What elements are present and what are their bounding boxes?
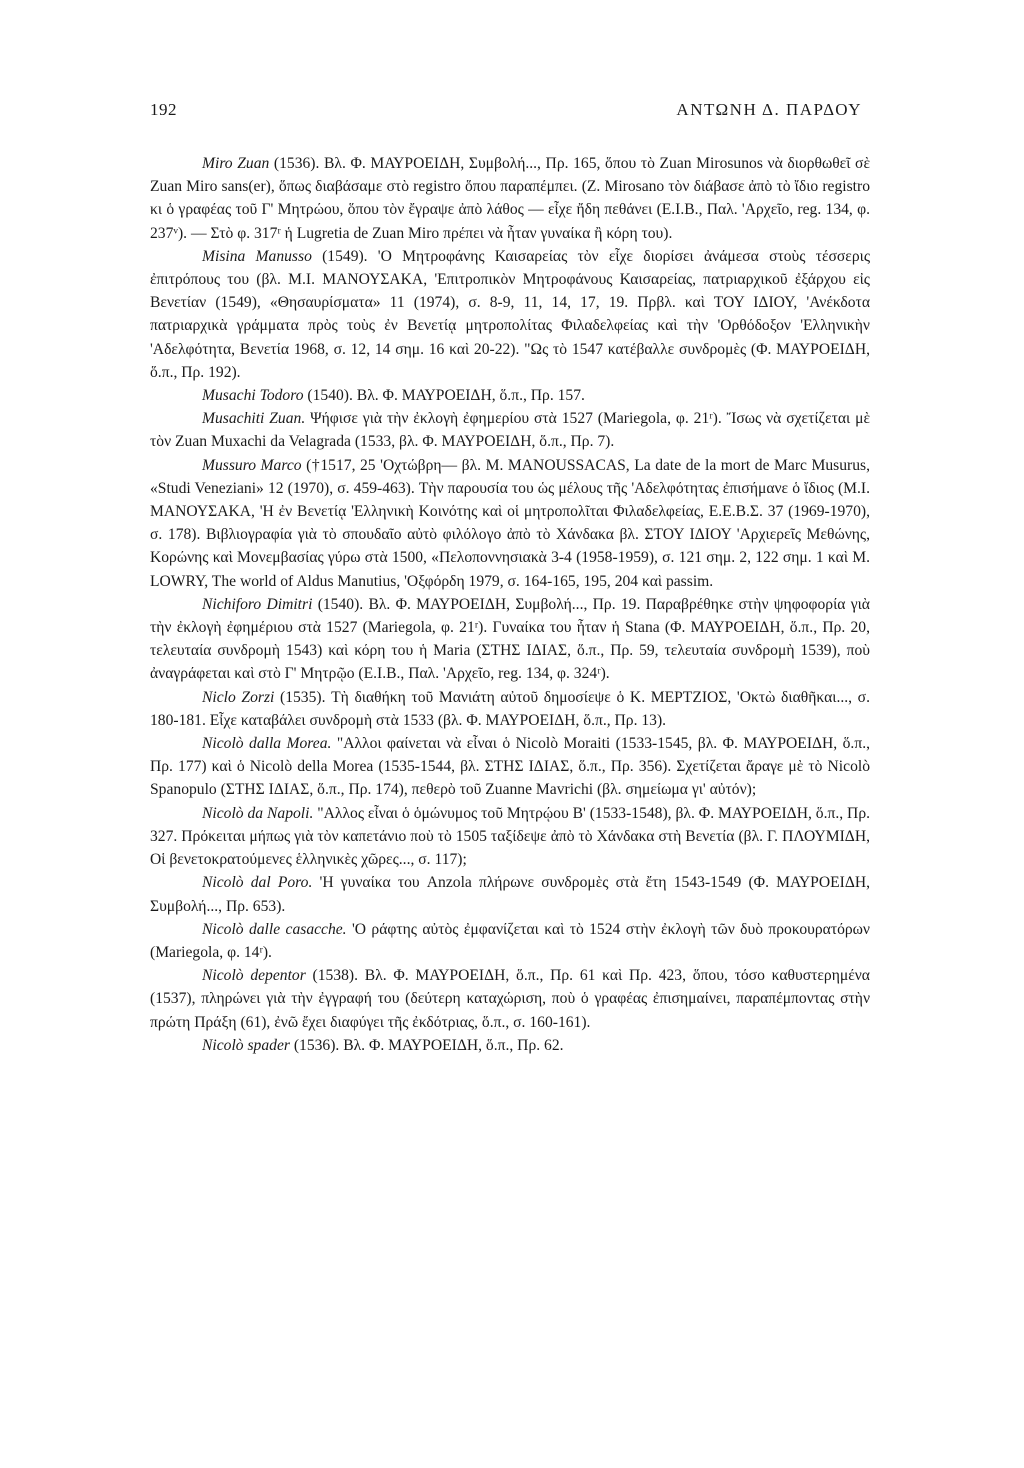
running-head [150,100,862,124]
entry-text: "Αλλοι φαίνεται νὰ εἶναι ὁ Nicolò Moraiti (1533-1545, βλ. Φ. ΜΑΥΡΟΕΙΔΗ, ὅ.π., Πρ. 177) καὶ ὁ Nicolò della Morea (1535-1544, βλ. ΣΤΗΣ ΙΔΙΑΣ, ὅ.π., Πρ. 356). Σχετίζεται ἄραγε μὲ τὸ Nicolò Spanopulo (ΣΤΗΣ ΙΔΙΑΣ, ὅ.π., Πρ. 174), πεθερὸ τοῦ Zuanne Mavrichi (βλ. σημείωμα γι' αὐτόν); [150,735,870,799]
entry-head: Nicolò dalle casacche. [202,920,347,938]
entry-mussuro-marco [150,454,870,593]
entry-head: Mussuro Marco [202,456,302,474]
entry-niclo-zorzi [150,686,870,732]
entry-nicolo-spader [150,1034,870,1057]
entry-text: (1540). Βλ. Φ. ΜΑΥΡΟΕΙΔΗ, Συμβολή..., Πρ. 19. Παραβρέθηκε στὴν ψηφοφορία γιὰ τὴν ἐκλογὴ ἐφημέριου στὰ 1527 (Mariegola, φ. 21ʳ). Γυναίκα του ἦταν ἡ Stana (Φ. ΜΑΥΡΟΕΙΔΗ, ὅ.π., Πρ. 20, τελευταία συνδρομὴ 1543) καὶ κόρη του ἡ Maria (ΣΤΗΣ ΙΔΙΑΣ, ὅ.π., Πρ. 59, τελευταία συνδρομὴ 1539), ποὺ ἀναγράφεται καὶ στὸ Γ' Μητρῷο (Ε.Ι.Β., Παλ. 'Αρχεῖο, reg. 134, φ. 324ʳ). [150,595,870,683]
entry-head: Nicolò spader [202,1036,290,1054]
entry-head: Nicolò dal Poro. [202,874,313,892]
entry-miro-zuan [150,152,870,245]
entry-head: Nicolò da Napoli. [202,804,314,822]
page-number: 192 [150,100,177,119]
entry-head: Nicolò depentor [202,967,306,985]
entry-nicolo-dalla-morea [150,732,870,802]
entry-text: "Αλλος εἶναι ὁ ὁμώνυμος τοῦ Μητρῴου Β' (1533-1548), βλ. Φ. ΜΑΥΡΟΕΙΔΗ, ὅ.π., Πρ. 327. Πρόκειται μήπως γιὰ τὸν καπετάνιο ποὺ τὸ 1505 ταξίδεψε ἀπὸ τὸ Χάνδακα στὴ Βενετία (βλ. Γ. ΠΛΟΥΜΙΔΗ, Οἱ βενετοκρατούμενες ἑλληνικὲς χῶρες..., σ. 117); [150,804,870,869]
entry-text: Ψήφισε γιὰ τὴν ἐκλογὴ ἐφημερίου στὰ 1527 (Mariegola, φ. 21ʳ). Ἴσως νὰ σχετίζεται μὲ τὸν Zuan Muxachi da Velagrada (1533, βλ. Φ. ΜΑΥΡΟΕΙΔΗ, ὅ.π., Πρ. 7). [150,410,870,451]
entry-head: Musachiti Zuan. [202,410,306,428]
entry-text: 'Η γυναίκα του Anzola πλήρωνε συνδρομὲς στὰ ἔτη 1543-1549 (Φ. ΜΑΥΡΟΕΙΔΗ, Συμβολή..., Πρ. 653). [150,874,871,915]
entry-text: 'Ο ράφτης αὐτὸς ἐμφανίζεται καὶ τὸ 1524 στὴν ἐκλογὴ τῶν δυὸ προκουρατόρων (Mariegola, φ. 14ʳ). [150,920,870,961]
entry-nichiforo-dimitri [150,593,870,686]
entry-head: Musachi Todoro [202,387,304,405]
entry-text: (1536). Βλ. Φ. ΜΑΥΡΟΕΙΔΗ, ὅ.π., Πρ. 62. [289,1036,564,1054]
entry-text: (1535). Τὴ διαθήκη τοῦ Μανιάτη αὐτοῦ δημοσίεψε ὁ Κ. ΜΕΡΤΖΙΟΣ, 'Οκτὼ διαθῆκαι..., σ. 180-181. Εἶχε καταβάλει συνδρομὴ στὰ 1533 (βλ. Φ. ΜΑΥΡΟΕΙΔΗ, ὅ.π., Πρ. 13). [150,688,870,729]
entry-misina-manusso [150,245,870,384]
running-head-author: ΑΝΤΩΝΗ Δ. ΠΑΡΔΟΥ [676,100,862,119]
entry-head: Nichiforo Dimitri [202,595,313,613]
entry-head: Miro Zuan [202,155,270,172]
entry-text: (†1517, 25 'Οχτώβρη— βλ. Μ. MANOUSSACAS, La date de la mort de Marc Musurus, «Studi Veneziani» 12 (1970), σ. 459-463). Τὴν παρουσία του ὡς μέλους τῆς 'Αδελφότητας ἐπισήμανε ὁ ἴδιος (Μ.Ι. ΜΑΝΟΥΣΑΚΑ, 'Η ἐν Βενετίᾳ 'Ελληνικὴ Κοινότης καὶ οἱ μητροπολῖται Φιλαδελφείας, Ε.Ε.Β.Σ. 37 (1969-1970), σ. 178). Βιβλιογραφία γιὰ τὸ σπουδαῖο αὐτὸ φιλόλογο ἀπὸ τὸ Χάνδακα βλ. ΣΤΟΥ ΙΔΙΟΥ 'Αρχιερεῖς Μεθώνης, Κορώνης καὶ Μονεμβασίας γύρω στὰ 1500, «Πελοποννησιακὰ 3-4 (1958-1959), σ. 121 σημ. 2, 122 σημ. 1 καὶ Μ. LOWRY, The world of Aldus Manutius, 'Οξφόρδη 1979, σ. 164-165, 195, 204 καὶ passim. [150,456,870,590]
entry-text: (1536). Βλ. Φ. ΜΑΥΡΟΕΙΔΗ, Συμβολή..., Πρ. 165, ὅπου τὸ Zuan Mirosunos νὰ διορθωθεῖ σὲ Zuan Miro sans(er), ὅπως διαβάσαμε στὸ registro ὅπου παραπέμπει. (Z. Mirosano τὸν διάβασε ἀπὸ τὸ ἴδιο registro κι ὁ γραφέας τοῦ Γ' Μητρώου, ὅπου τὸν ἔγραψε ἀπὸ λάθος — εἶχε ἤδη πεθάνει (Ε.Ι.Β., Παλ. 'Αρχεῖο, reg. 134, φ. 237ᵛ). — Στὸ φ. 317ʳ ἡ Lugretia de Zuan Miro πρέπει νὰ ἦταν γυναίκα ἢ κόρη του). [150,155,870,242]
entry-nicolo-depentor [150,964,870,1034]
entry-head: Misina Manusso [202,247,312,265]
entry-nicolo-dal-poro [150,871,870,917]
body-text [150,152,870,1057]
entry-text: (1538). Βλ. Φ. ΜΑΥΡΟΕΙΔΗ, ὅ.π., Πρ. 61 καὶ Πρ. 423, ὅπου, τόσο καθυστερημένα (1537), πληρώνει γιὰ τὴν ἐγγραφή του (δεύτερη καταχώριση, ποὺ ὁ γραφέας ἐπισημαίνει, παραπέμποντας στὴν πρώτη Πράξη (61), ἐνῶ ἔχει διαφύγει τῆς ἐκδότριας, ὅ.π., σ. 160-161). [150,967,870,1031]
entry-head: Niclo Zorzi [202,688,275,706]
entry-head: Nicolò dalla Morea. [202,735,332,753]
entry-text: (1540). Βλ. Φ. ΜΑΥΡΟΕΙΔΗ, ὅ.π., Πρ. 157. [303,387,585,405]
entry-nicolo-da-napoli [150,802,870,872]
entry-text: (1549). 'Ο Μητροφάνης Καισαρείας τὸν εἶχε διορίσει ἀνάμεσα στοὺς τέσσερις ἐπιτρόπους του (βλ. Μ.Ι. ΜΑΝΟΥΣΑΚΑ, 'Επιτροπικὸν Μητροφάνους Καισαρείας, πατριαρχικοῦ ἐξάρχου εἰς Βενετίαν (1549), «Θησαυρίσματα» 11 (1974), σ. 8-9, 11, 14, 17, 19. Πρβλ. καὶ ΤΟΥ ΙΔΙΟΥ, 'Ανέκδοτα πατριαρχικὰ γράμματα πρὸς τοὺς ἐν Βενετίᾳ μητροπολίτας Φιλαδελφείας καὶ τὴν 'Ορθόδοξον 'Ελληνικὴν 'Αδελφότητα, Βενετία 1968, σ. 12, 14 σημ. 16 καὶ 20-22). "Ως τὸ 1547 κατέβαλλε συνδρομὲς (Φ. ΜΑΥΡΟΕΙΔΗ, ὅ.π., Πρ. 192). [150,247,871,381]
entry-musachiti-zuan [150,407,870,453]
entry-musachi-todoro [150,384,870,407]
entry-nicolo-dalle-casacche [150,918,870,964]
